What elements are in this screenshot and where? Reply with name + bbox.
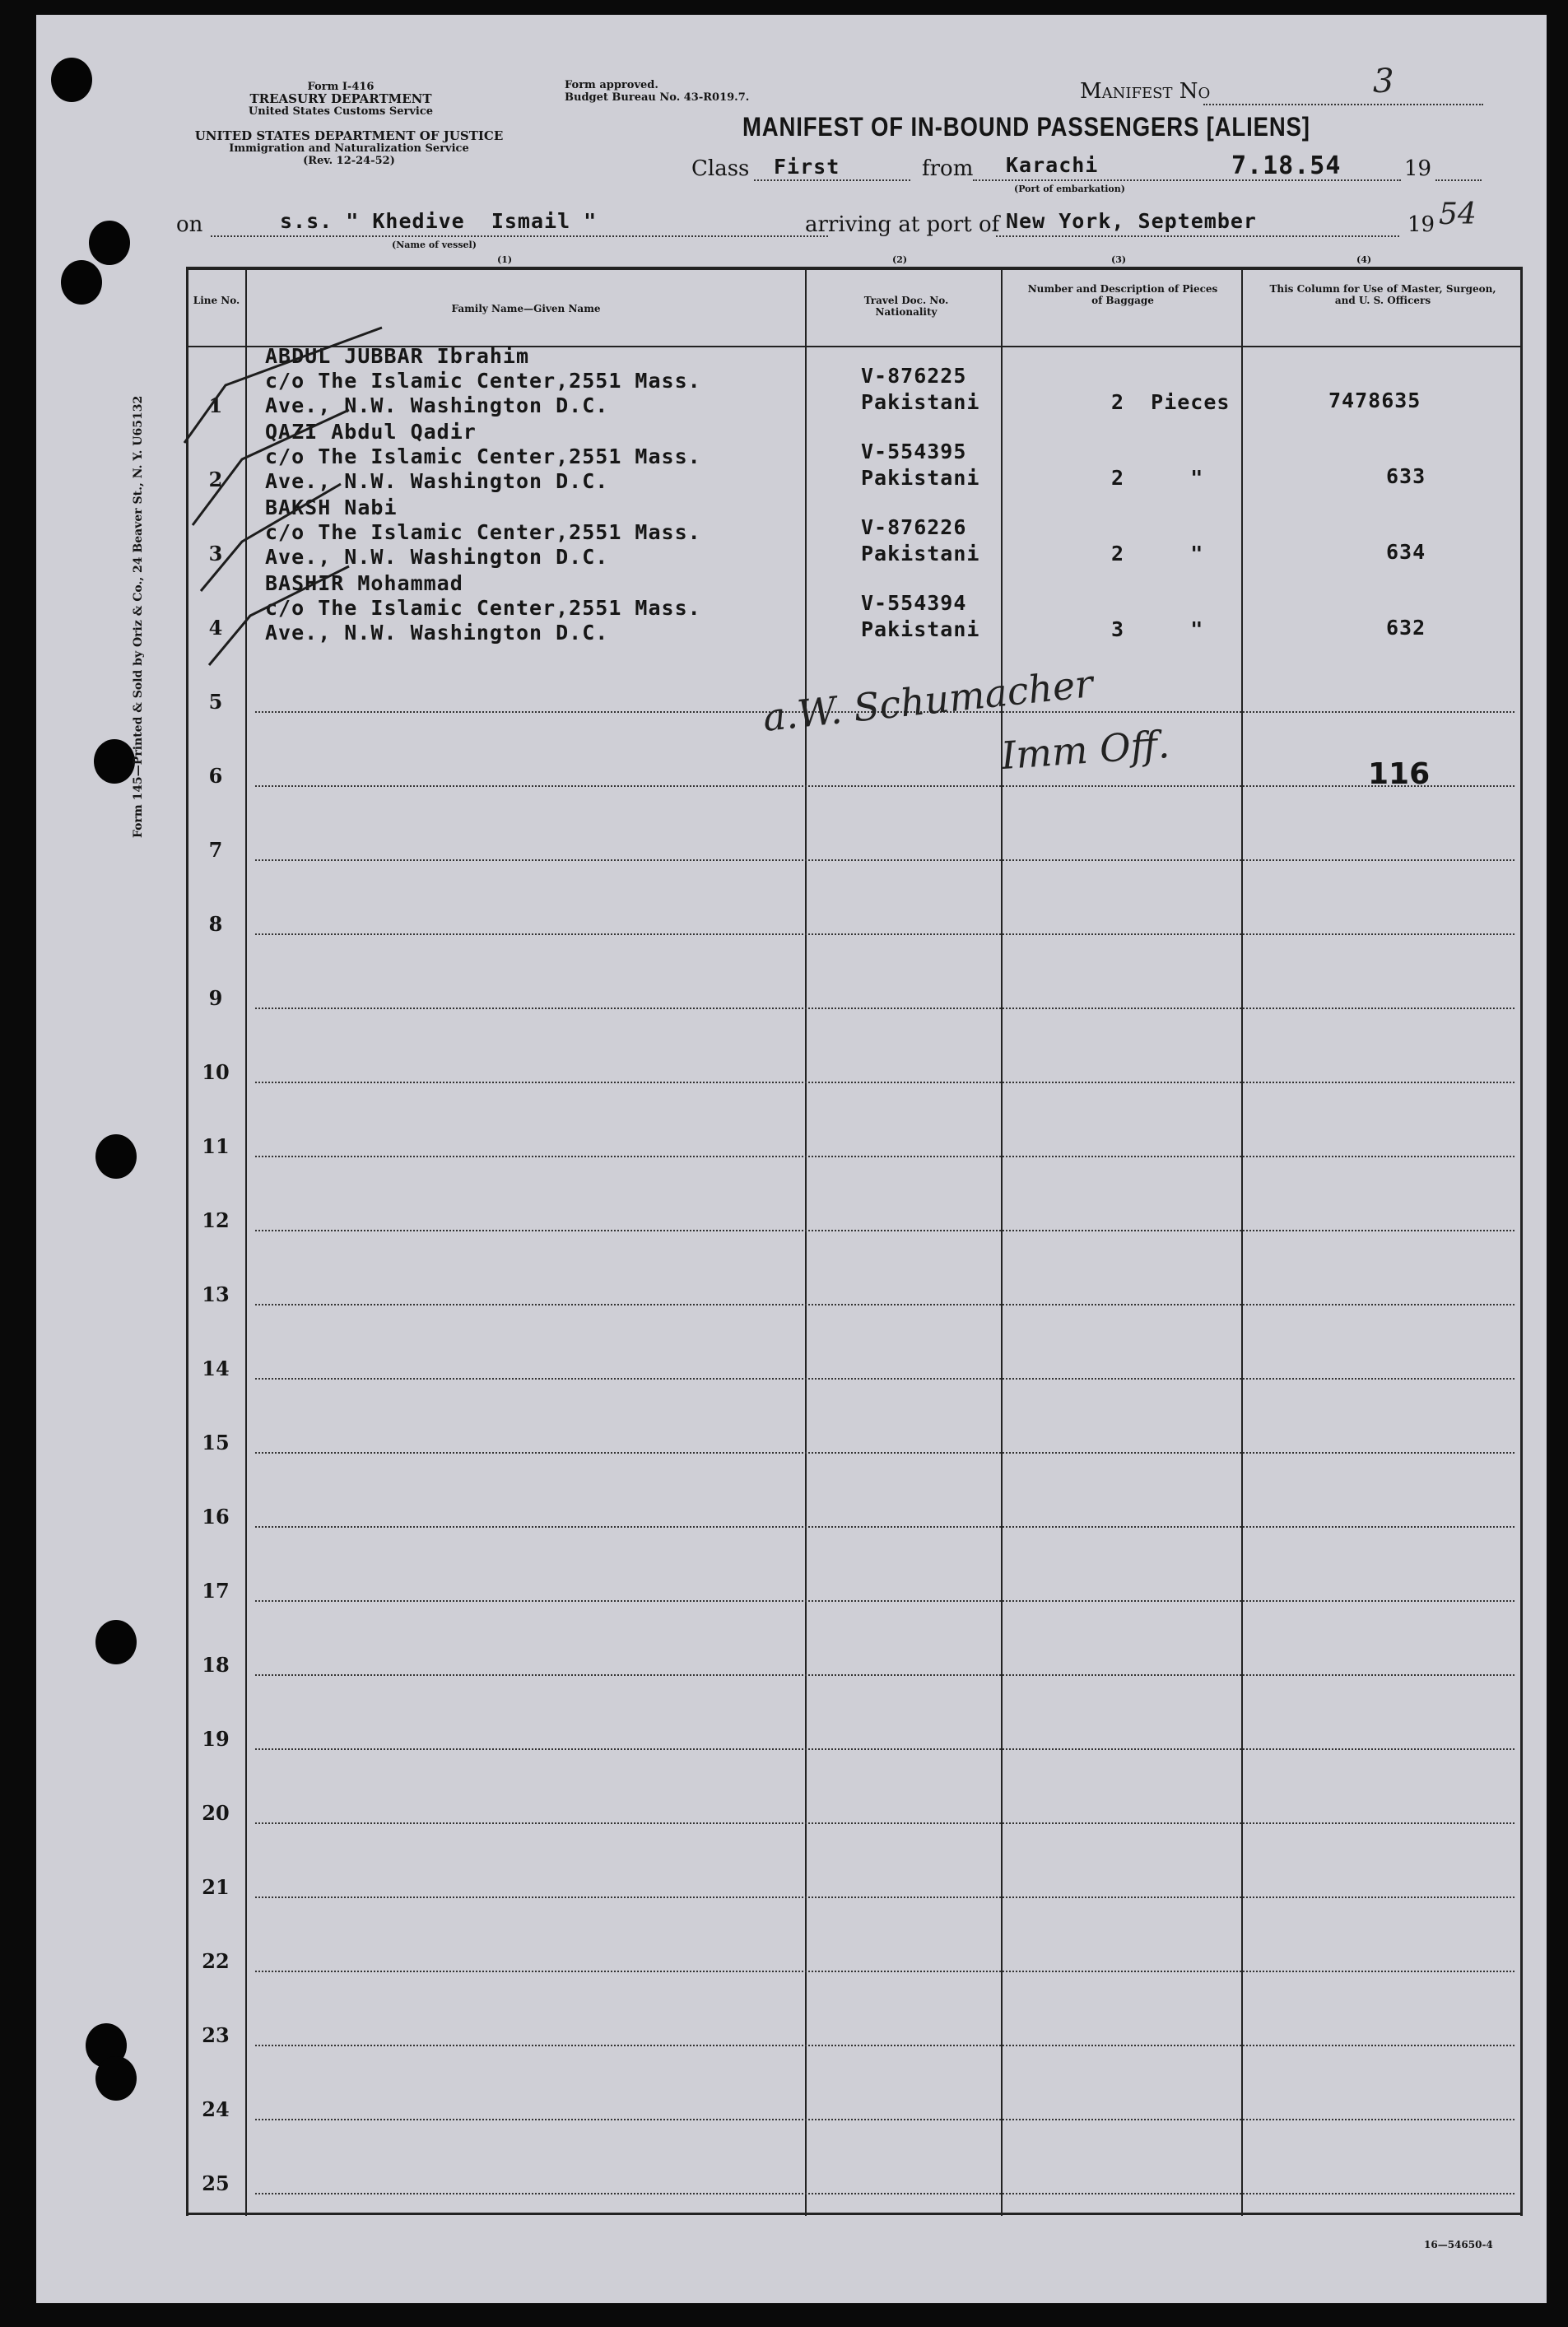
entry-dotted-line (255, 2045, 1514, 2046)
stamp-number: 116 (1368, 757, 1431, 791)
passenger-address-line1: c/o The Islamic Center,2551 Mass. (265, 520, 701, 544)
justice-block (176, 130, 522, 167)
table-top-border (186, 267, 1523, 270)
passenger-address-line2: Ave., N.W. Washington D.C. (265, 621, 609, 645)
header-family-name: Family Name—Given Name (451, 303, 601, 314)
passenger-address-line1: c/o The Islamic Center,2551 Mass. (265, 596, 701, 620)
officer-title: Imm Off. (999, 721, 1171, 779)
passenger-address-line2: Ave., N.W. Washington D.C. (265, 393, 609, 417)
check-mark-icon (184, 328, 382, 443)
arriving-year-value: 54 (1439, 198, 1477, 231)
entry-dotted-line (255, 1526, 1514, 1528)
header-line-no: Line No. (193, 295, 240, 306)
table-right-border (1520, 267, 1523, 2216)
line-number: 8 (208, 912, 223, 936)
nationality: Pakistani (861, 617, 980, 641)
manifest-no-line (1203, 104, 1483, 105)
year-line (1435, 179, 1482, 181)
date-value: 7.18.54 (1231, 151, 1342, 180)
officer-number: 633 (1386, 464, 1426, 488)
line-number: 24 (202, 2097, 230, 2121)
footer-code: 16—54650-4 (1424, 2239, 1493, 2250)
revision: (Rev. 12-24-52) (303, 155, 395, 167)
manifest-no-label: Manifest No (1080, 79, 1211, 104)
passenger-address-line2: Ave., N.W. Washington D.C. (265, 469, 609, 493)
entry-dotted-line (255, 1748, 1514, 1750)
vessel-value: s.s. " Khedive Ismail " (280, 209, 598, 233)
binder-hole (95, 2056, 137, 2101)
line-number: 21 (202, 1875, 230, 1899)
arriving-year-prefix: 19 (1407, 212, 1435, 237)
col-number-4: (4) (1356, 254, 1372, 265)
on-label: on (176, 212, 203, 237)
col-number-3: (3) (1111, 254, 1127, 265)
budget-bureau: Budget Bureau No. 43-R019.7. (565, 91, 750, 104)
entry-dotted-line (255, 1822, 1514, 1824)
travel-doc-number: V-554395 (861, 440, 967, 463)
arriving-label: arriving at port of (805, 212, 1000, 237)
passenger-name: ABDUL JUBBAR Ibrahim (265, 344, 530, 368)
line-number: 18 (202, 1653, 230, 1677)
line-number: 23 (202, 2023, 230, 2047)
travel-doc-number: V-876226 (861, 515, 967, 539)
line-number: 14 (202, 1357, 230, 1380)
from-label: from (922, 156, 974, 181)
entry-dotted-line (255, 1378, 1514, 1380)
from-value: Karachi (1006, 153, 1099, 177)
form-block (201, 81, 481, 118)
class-label: Class (691, 156, 750, 181)
treasury-dept: TREASURY DEPARTMENT (249, 91, 432, 106)
header-baggage: Number and Description of Pieces of Baggage (1027, 283, 1218, 306)
entry-dotted-line (255, 1156, 1514, 1157)
ins-service: Immigration and Naturalization Service (229, 142, 469, 155)
binder-hole (95, 1134, 137, 1179)
customs-service: United States Customs Service (248, 105, 434, 118)
line-number: 9 (208, 986, 223, 1010)
line-number: 19 (202, 1727, 230, 1751)
entry-dotted-line (255, 933, 1514, 935)
line-number: 17 (202, 1579, 230, 1603)
check-marks (176, 319, 440, 682)
binder-hole (95, 1620, 137, 1664)
approval-block (565, 79, 749, 104)
name-col-divider (805, 267, 807, 2216)
binder-hole (94, 739, 135, 784)
nationality: Pakistani (861, 390, 980, 414)
form-approved: Form approved. (565, 79, 658, 91)
entry-dotted-line (255, 785, 1514, 787)
entry-dotted-line (255, 1082, 1514, 1083)
line-number: 22 (202, 1949, 230, 1973)
binder-hole (61, 260, 102, 305)
travel-doc-number: V-876225 (861, 364, 967, 388)
vessel-line (211, 235, 828, 237)
entry-dotted-line (255, 1971, 1514, 1972)
manifest-no-value: 3 (1373, 63, 1394, 100)
passenger-address-line2: Ave., N.W. Washington D.C. (265, 545, 609, 569)
passenger-address-line1: c/o The Islamic Center,2551 Mass. (265, 369, 701, 393)
entry-dotted-line (255, 1008, 1514, 1009)
line-number: 10 (202, 1060, 230, 1084)
line-number: 4 (208, 616, 223, 640)
baggage-description: 2 " (1111, 542, 1204, 565)
entry-dotted-line (255, 2119, 1514, 2120)
officer-signature: a.W. Schumacher (761, 661, 1096, 740)
baggage-description: 2 " (1111, 466, 1204, 490)
line-number: 25 (202, 2171, 230, 2195)
officer-number: 7478635 (1328, 389, 1421, 412)
header-travel-doc: Travel Doc. No. Nationality (863, 295, 949, 318)
passenger-name: QAZI Abdul Qadir (265, 420, 477, 444)
entry-dotted-line (255, 1674, 1514, 1676)
travel-doc-number: V-554394 (861, 591, 967, 615)
baggage-description: 2 Pieces (1111, 390, 1231, 414)
baggage-description: 3 " (1111, 617, 1204, 641)
nationality: Pakistani (861, 542, 980, 565)
binder-hole (51, 58, 92, 102)
line-number: 2 (208, 468, 223, 491)
line-number: 15 (202, 1431, 230, 1454)
class-line (754, 179, 910, 181)
from-caption: (Port of embarkation) (1014, 184, 1125, 194)
entry-dotted-line (255, 1304, 1514, 1305)
line-number: 12 (202, 1208, 230, 1232)
line-number: 6 (208, 764, 223, 788)
header-officers: This Column for Use of Master, Surgeon, and U. S. Officers (1269, 283, 1496, 306)
binder-hole (89, 221, 130, 265)
table-bottom-border (186, 2213, 1523, 2215)
entry-dotted-line (255, 1897, 1514, 1898)
entry-dotted-line (255, 1230, 1514, 1231)
page-title: MANIFEST OF IN-BOUND PASSENGERS [ALIENS] (742, 112, 1310, 142)
col-number-1: (1) (497, 254, 513, 265)
line-number: 16 (202, 1505, 230, 1529)
passenger-name: BAKSH Nabi (265, 496, 398, 519)
passenger-name: BASHIR Mohammad (265, 571, 463, 595)
year-prefix: 19 (1404, 156, 1432, 181)
entry-dotted-line (255, 859, 1514, 861)
entry-dotted-line (255, 1600, 1514, 1602)
line-number: 13 (202, 1282, 230, 1306)
vessel-caption: (Name of vessel) (392, 240, 477, 250)
line-number: 20 (202, 1801, 230, 1825)
form-number: Form I-416 (307, 81, 375, 93)
class-value: First (774, 155, 840, 179)
col-number-2: (2) (892, 254, 908, 265)
check-mark-icon (193, 410, 349, 525)
officer-number: 634 (1386, 540, 1426, 564)
printer-imprint: Form 145—Printed & Sold by Oriz & Co., 24 Beaver St., N. Y. U65132 (132, 395, 145, 838)
check-mark-icon (209, 566, 349, 665)
doc-col-divider (1001, 267, 1003, 2216)
passenger-address-line1: c/o The Islamic Center,2551 Mass. (265, 444, 701, 468)
line-number: 11 (202, 1134, 230, 1158)
justice-dept: UNITED STATES DEPARTMENT OF JUSTICE (194, 128, 504, 143)
arriving-value: New York, September (1006, 209, 1257, 233)
line-number: 1 (208, 393, 223, 417)
entry-dotted-line (255, 1452, 1514, 1454)
officer-number: 632 (1386, 616, 1426, 640)
check-mark-icon (201, 484, 341, 591)
line-number: 7 (208, 838, 223, 862)
nationality: Pakistani (861, 466, 980, 490)
baggage-col-divider (1241, 267, 1243, 2216)
arriving-line (996, 235, 1399, 237)
line-number: 5 (208, 690, 223, 714)
entry-dotted-line (255, 2193, 1514, 2194)
line-number: 3 (208, 542, 223, 565)
manifest-page (36, 15, 1547, 2303)
